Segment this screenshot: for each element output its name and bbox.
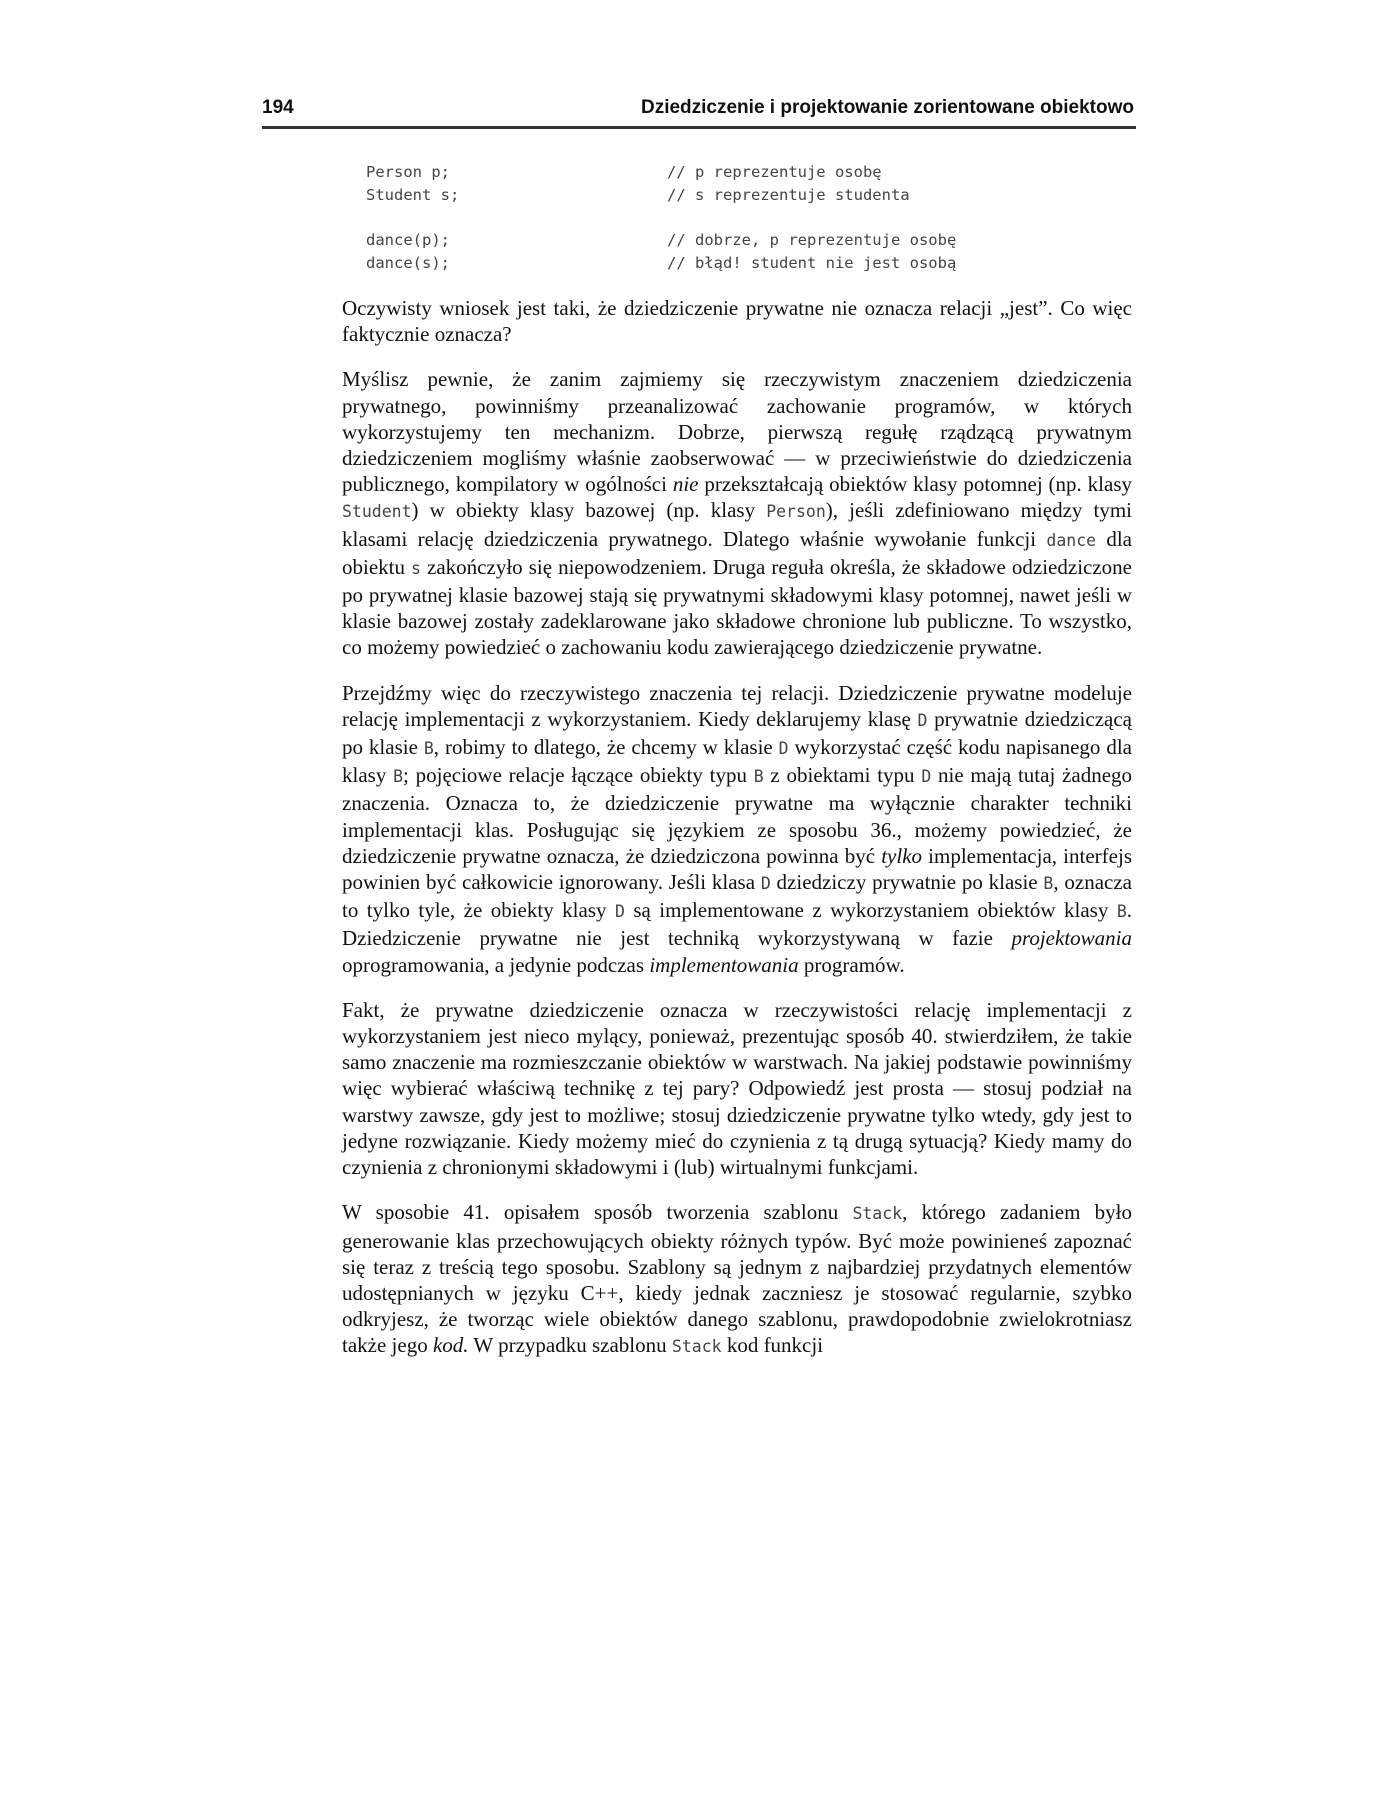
text-run: ) w obiekty klasy bazowej (np. klasy <box>411 498 767 523</box>
code-statement: Person p; <box>366 163 450 181</box>
text-run: Fakt, że prywatne dziedziczenie oznacza w rzeczywistości relację implementacji z wykorzystaniem jest nieco mylący, ponieważ, prezentując sposób 40. stwierdziłem, że takie samo znaczenie ma rozmieszczanie obiektów w warstwach. Na jakiej podstawie powinniśmy więc wybierać właściwą technikę z tej pary? Odpowiedź jest prosta — stosuj podział na warstwy zawsze, gdy jest to możliwe; stosuj dziedziczenie prywatne tylko wtedy, gdy jest to jedyne rozwiązanie. Kiedy możemy mieć do czynienia z tą drugą sytuacją? Kiedy mamy do czynienia z chronionymi składowymi i (lub) wirtualnymi funkcjami. <box>342 997 1132 1180</box>
inline-code: s <box>411 558 421 578</box>
text-run: Przejdźmy więc do rzeczywistego znaczenia tej relacji. Dziedziczenie prywatne modeluje relację implementacji z wykorzystaniem. Kiedy deklarujemy klasę <box>342 680 1132 731</box>
inline-code: B <box>1116 902 1127 922</box>
code-comment: // dobrze, p reprezentuje osobę <box>667 231 957 249</box>
emphasis: projektowania <box>1011 926 1132 951</box>
code-blank-line <box>366 207 966 229</box>
page-number: 194 <box>262 97 294 118</box>
paragraph <box>342 680 1132 978</box>
text-run: dziedziczy prywatnie po klasie <box>770 870 1044 895</box>
inline-code: Student <box>342 502 412 522</box>
running-header <box>262 92 1136 129</box>
text-run: wykorzystać część kodu napisanego dla klasy <box>342 735 1132 788</box>
text-run: Myślisz pewnie, że zanim zajmiemy się rzeczywistym znaczeniem dziedziczenia prywatnego, powinniśmy przeanalizować zachowanie programów, w których wykorzystujemy ten mechanizm. Dobrze, pierwszą regułę rządzącą prywatnym dziedziczeniem mogliśmy właśnie zaobserwować — w przeciwieństwie do dziedziczenia publicznego, kompilatory w ogólności <box>342 367 1132 497</box>
paragraph <box>342 366 1132 660</box>
code-statement: dance(p); <box>366 231 450 249</box>
inline-code: D <box>760 874 771 894</box>
paragraph <box>342 1199 1132 1360</box>
text-run: W przypadku szablonu <box>468 1333 672 1358</box>
text-run: z obiektami typu <box>763 763 922 788</box>
text-run: ; pojęciowe relacje łączące obiekty typu <box>403 763 754 788</box>
inline-code: B <box>1043 874 1054 894</box>
emphasis: nie <box>672 472 699 497</box>
code-line <box>366 252 966 275</box>
text-run: nie mają tutaj żadnego znaczenia. Oznacza to, że dziedziczenie prywatne ma wyłącznie charakter techniki implementacji klas. Posługując się językiem ze sposobu 36., możemy powiedzieć, że dziedziczenie prywatne oznacza, że dziedziczona powinna być <box>342 763 1133 868</box>
inline-code: B <box>753 767 764 787</box>
code-statement: Student s; <box>366 186 460 204</box>
inline-code: dance <box>1046 530 1097 550</box>
text-run: oprogramowania, a jedynie podczas <box>342 952 650 977</box>
text-run: , robimy to dlatego, że chcemy w klasie <box>433 735 779 760</box>
paragraph <box>342 295 1132 347</box>
code-line <box>366 161 966 184</box>
text-run: są implementowane z wykorzystaniem obiektów klasy <box>624 898 1117 923</box>
text-run: implementacja, interfejs powinien być całkowicie ignorowany. Jeśli klasa <box>342 843 1132 895</box>
inline-code: Person <box>766 502 826 522</box>
body-text <box>342 295 1132 1380</box>
code-comment: // p reprezentuje osobę <box>667 163 882 181</box>
inline-code: D <box>917 710 928 730</box>
code-line <box>366 229 966 252</box>
code-comment: // błąd! student nie jest osobą <box>667 254 957 272</box>
text-run: , oznacza to tylko tyle, że obiekty klasy <box>342 870 1132 923</box>
emphasis: implementowania <box>649 952 799 977</box>
code-comment: // s reprezentuje studenta <box>667 186 910 204</box>
text-run: , którego zadaniem było generowanie klas przechowujących obiekty różnych typów. Być może powinieneś zapoznać się teraz z treścią tego sposobu. Szablony są jednym z najbardziej przydatnych elementów udostępnianych w języku C++, kiedy jednak zaczniesz je stosować regularnie, szybko odkryjesz, że tworząc wiele obiektów danego szablonu, prawdopodobnie zwielokrotniasz także jego <box>342 1200 1132 1358</box>
text-run: przekształcają obiektów klasy potomnej (np. klasy <box>698 472 1132 497</box>
paragraph <box>342 997 1132 1180</box>
code-listing <box>366 161 966 275</box>
inline-code: Stack <box>852 1204 903 1224</box>
inline-code: D <box>614 902 625 922</box>
inline-code: B <box>423 739 434 759</box>
text-run: prywatnie dziedziczącą po klasie <box>342 706 1132 760</box>
code-line <box>366 184 966 207</box>
text-run: . Dziedziczenie prywatne nie jest techniką wykorzystywaną w fazie <box>342 898 1132 951</box>
text-run: zakończyło się niepowodzeniem. Druga reguła określa, że składowe odziedziczone po prywatnej klasie bazowej stają się prywatnymi składowymi klasy potomnej, nawet jeśli w klasie bazowej zostały zadeklarowane jako składowe chronione lub publiczne. To wszystko, co możemy powiedzieć o zachowaniu kodu zawierającego dziedziczenie prywatne. <box>342 554 1132 660</box>
inline-code: D <box>778 739 789 759</box>
emphasis: tylko <box>881 843 923 868</box>
text-run: ), jeśli zdefiniowano między tymi klasami relację dziedziczenia prywatnego. Dlatego właśnie wywołanie funkcji <box>342 498 1132 551</box>
chapter-title: Dziedziczenie i projektowanie zorientowane obiektowo <box>640 97 1134 118</box>
text-run: kod funkcji <box>721 1333 824 1358</box>
text-run: W sposobie 41. opisałem sposób tworzenia szablonu <box>342 1200 853 1225</box>
code-statement: dance(s); <box>366 254 450 272</box>
inline-code: B <box>393 767 404 787</box>
inline-code: Stack <box>671 1337 722 1357</box>
text-run: dla obiektu <box>342 526 1132 579</box>
inline-code: D <box>921 767 932 787</box>
text-run: programów. <box>798 952 905 977</box>
text-run: Oczywisty wniosek jest taki, że dziedziczenie prywatne nie oznacza relacji „jest”. Co więc faktycznie oznacza? <box>342 296 1132 347</box>
emphasis: kod. <box>432 1333 469 1358</box>
